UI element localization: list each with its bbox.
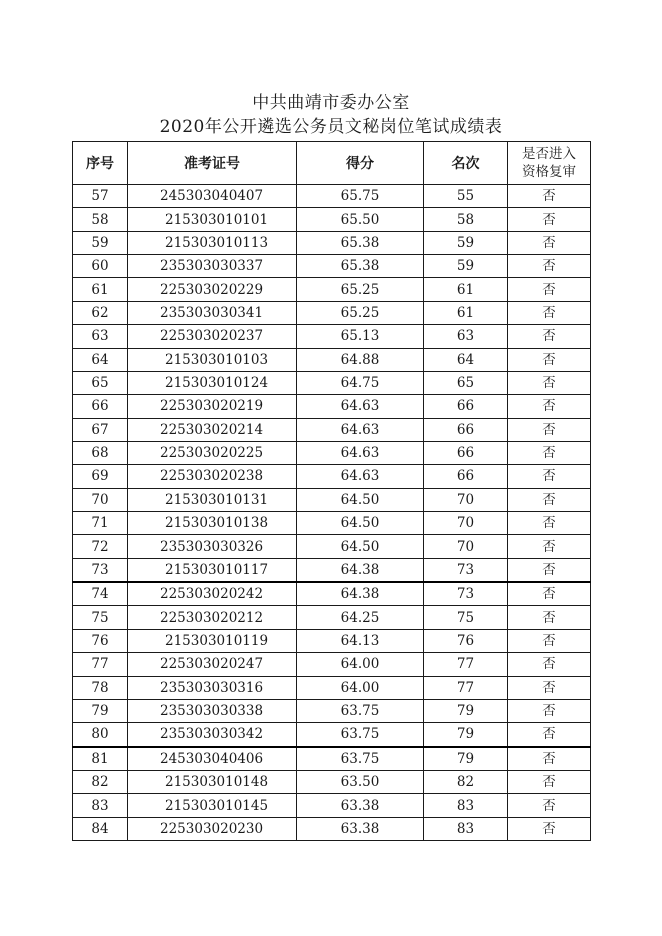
cell-qualify: 否 — [508, 770, 591, 793]
cell-qualify: 否 — [508, 255, 591, 278]
cell-rank: 66 — [424, 465, 508, 488]
cell-qualify: 否 — [508, 676, 591, 699]
cell-qualify: 否 — [508, 794, 591, 817]
cell-score: 64.50 — [297, 512, 424, 535]
cell-exam-id: 235303030338 — [128, 699, 297, 722]
score-table — [72, 141, 591, 841]
cell-seq: 74 — [73, 582, 128, 606]
cell-rank: 70 — [424, 488, 508, 511]
header-qualify: 是否进入 资格复审 — [508, 142, 591, 185]
cell-exam-id: 225303020238 — [128, 465, 297, 488]
cell-rank: 70 — [424, 512, 508, 535]
cell-qualify: 否 — [508, 512, 591, 535]
cell-exam-id: 235303030342 — [128, 723, 297, 747]
cell-score: 63.50 — [297, 770, 424, 793]
cell-rank: 66 — [424, 441, 508, 464]
cell-seq: 59 — [73, 231, 128, 254]
cell-qualify: 否 — [508, 301, 591, 324]
cell-rank: 77 — [424, 653, 508, 676]
table-row — [73, 582, 591, 606]
cell-rank: 55 — [424, 185, 508, 208]
cell-exam-id: 215303010138 — [128, 512, 297, 535]
cell-qualify: 否 — [508, 535, 591, 558]
cell-seq: 70 — [73, 488, 128, 511]
cell-seq: 77 — [73, 653, 128, 676]
table-row — [73, 817, 591, 840]
cell-rank: 73 — [424, 558, 508, 582]
cell-score: 65.25 — [297, 301, 424, 324]
cell-seq: 81 — [73, 747, 128, 771]
table-row — [73, 653, 591, 676]
cell-rank: 64 — [424, 348, 508, 371]
cell-seq: 82 — [73, 770, 128, 793]
cell-score: 64.50 — [297, 488, 424, 511]
cell-exam-id: 215303010145 — [128, 794, 297, 817]
cell-seq: 67 — [73, 418, 128, 441]
table-row — [73, 255, 591, 278]
table-row — [73, 723, 591, 747]
cell-qualify: 否 — [508, 558, 591, 582]
cell-exam-id: 225303020229 — [128, 278, 297, 301]
table-row — [73, 558, 591, 582]
cell-seq: 83 — [73, 794, 128, 817]
cell-exam-id: 245303040407 — [128, 185, 297, 208]
cell-score: 64.00 — [297, 653, 424, 676]
table-row — [73, 278, 591, 301]
cell-score: 65.38 — [297, 231, 424, 254]
table-row — [73, 348, 591, 371]
cell-score: 63.75 — [297, 723, 424, 747]
cell-qualify: 否 — [508, 629, 591, 652]
table-row — [73, 418, 591, 441]
cell-qualify: 否 — [508, 723, 591, 747]
table-row — [73, 208, 591, 231]
cell-qualify: 否 — [508, 747, 591, 771]
cell-seq: 84 — [73, 817, 128, 840]
cell-score: 63.75 — [297, 747, 424, 771]
cell-rank: 76 — [424, 629, 508, 652]
cell-qualify: 否 — [508, 582, 591, 606]
cell-seq: 66 — [73, 395, 128, 418]
cell-exam-id: 215303010124 — [128, 371, 297, 394]
cell-qualify: 否 — [508, 465, 591, 488]
cell-score: 65.50 — [297, 208, 424, 231]
cell-qualify: 否 — [508, 606, 591, 629]
cell-rank: 59 — [424, 255, 508, 278]
cell-score: 63.38 — [297, 794, 424, 817]
table-row — [73, 395, 591, 418]
table-row — [73, 325, 591, 348]
cell-score: 64.63 — [297, 395, 424, 418]
cell-rank: 79 — [424, 723, 508, 747]
header-rank: 名次 — [424, 142, 508, 185]
cell-seq: 75 — [73, 606, 128, 629]
table-body — [73, 185, 591, 841]
cell-seq: 72 — [73, 535, 128, 558]
cell-exam-id: 215303010103 — [128, 348, 297, 371]
cell-qualify: 否 — [508, 348, 591, 371]
cell-qualify: 否 — [508, 231, 591, 254]
cell-score: 65.75 — [297, 185, 424, 208]
cell-score: 64.00 — [297, 676, 424, 699]
table-row — [73, 231, 591, 254]
cell-rank: 61 — [424, 278, 508, 301]
cell-exam-id: 225303020214 — [128, 418, 297, 441]
document-title-org: 中共曲靖市委办公室 — [252, 93, 410, 113]
cell-rank: 73 — [424, 582, 508, 606]
document-title-subject: 2020年公开遴选公务员文秘岗位笔试成绩表 — [159, 117, 503, 137]
table-row — [73, 488, 591, 511]
cell-rank: 83 — [424, 794, 508, 817]
cell-rank: 63 — [424, 325, 508, 348]
cell-seq: 79 — [73, 699, 128, 722]
cell-qualify: 否 — [508, 278, 591, 301]
table-row — [73, 441, 591, 464]
cell-qualify: 否 — [508, 395, 591, 418]
cell-seq: 69 — [73, 465, 128, 488]
cell-score: 64.63 — [297, 418, 424, 441]
cell-exam-id: 215303010131 — [128, 488, 297, 511]
cell-exam-id: 215303010119 — [128, 629, 297, 652]
cell-rank: 58 — [424, 208, 508, 231]
cell-seq: 80 — [73, 723, 128, 747]
cell-seq: 64 — [73, 348, 128, 371]
header-exam-id: 准考证号 — [128, 142, 297, 185]
cell-qualify: 否 — [508, 488, 591, 511]
table-row — [73, 465, 591, 488]
table-row — [73, 371, 591, 394]
table-row — [73, 301, 591, 324]
cell-qualify: 否 — [508, 325, 591, 348]
cell-score: 64.38 — [297, 582, 424, 606]
cell-seq: 65 — [73, 371, 128, 394]
cell-qualify: 否 — [508, 208, 591, 231]
cell-score: 64.38 — [297, 558, 424, 582]
cell-score: 63.38 — [297, 817, 424, 840]
cell-score: 64.88 — [297, 348, 424, 371]
table-row — [73, 770, 591, 793]
cell-score: 64.50 — [297, 535, 424, 558]
cell-seq: 76 — [73, 629, 128, 652]
cell-rank: 65 — [424, 371, 508, 394]
cell-rank: 82 — [424, 770, 508, 793]
cell-exam-id: 225303020225 — [128, 441, 297, 464]
cell-exam-id: 225303020247 — [128, 653, 297, 676]
cell-exam-id: 235303030326 — [128, 535, 297, 558]
table-row — [73, 512, 591, 535]
cell-seq: 71 — [73, 512, 128, 535]
cell-exam-id: 235303030316 — [128, 676, 297, 699]
table-row — [73, 676, 591, 699]
cell-exam-id: 225303020242 — [128, 582, 297, 606]
cell-seq: 73 — [73, 558, 128, 582]
cell-qualify: 否 — [508, 418, 591, 441]
cell-exam-id: 245303040406 — [128, 747, 297, 771]
cell-score: 64.75 — [297, 371, 424, 394]
table-row — [73, 794, 591, 817]
cell-exam-id: 225303020237 — [128, 325, 297, 348]
table-row — [73, 747, 591, 771]
cell-score: 64.25 — [297, 606, 424, 629]
cell-score: 63.75 — [297, 699, 424, 722]
cell-qualify: 否 — [508, 653, 591, 676]
cell-qualify: 否 — [508, 699, 591, 722]
cell-rank: 70 — [424, 535, 508, 558]
table-header-row — [73, 142, 591, 185]
table-row — [73, 699, 591, 722]
cell-qualify: 否 — [508, 817, 591, 840]
cell-seq: 68 — [73, 441, 128, 464]
cell-seq: 78 — [73, 676, 128, 699]
cell-exam-id: 215303010101 — [128, 208, 297, 231]
cell-score: 64.63 — [297, 465, 424, 488]
cell-score: 65.13 — [297, 325, 424, 348]
cell-rank: 83 — [424, 817, 508, 840]
cell-qualify: 否 — [508, 371, 591, 394]
cell-score: 64.63 — [297, 441, 424, 464]
header-score: 得分 — [297, 142, 424, 185]
cell-rank: 75 — [424, 606, 508, 629]
cell-rank: 61 — [424, 301, 508, 324]
table-row — [73, 185, 591, 208]
cell-exam-id: 215303010148 — [128, 770, 297, 793]
table-row — [73, 629, 591, 652]
cell-exam-id: 215303010113 — [128, 231, 297, 254]
cell-seq: 63 — [73, 325, 128, 348]
table-row — [73, 606, 591, 629]
cell-score: 64.13 — [297, 629, 424, 652]
cell-exam-id: 225303020212 — [128, 606, 297, 629]
cell-exam-id: 235303030337 — [128, 255, 297, 278]
cell-exam-id: 235303030341 — [128, 301, 297, 324]
cell-seq: 58 — [73, 208, 128, 231]
table-row — [73, 535, 591, 558]
cell-exam-id: 225303020219 — [128, 395, 297, 418]
cell-score: 65.38 — [297, 255, 424, 278]
header-seq: 序号 — [73, 142, 128, 185]
cell-seq: 62 — [73, 301, 128, 324]
cell-rank: 66 — [424, 418, 508, 441]
cell-seq: 61 — [73, 278, 128, 301]
cell-qualify: 否 — [508, 441, 591, 464]
cell-exam-id: 215303010117 — [128, 558, 297, 582]
cell-rank: 79 — [424, 747, 508, 771]
cell-seq: 57 — [73, 185, 128, 208]
cell-rank: 59 — [424, 231, 508, 254]
cell-rank: 66 — [424, 395, 508, 418]
cell-exam-id: 225303020230 — [128, 817, 297, 840]
cell-rank: 77 — [424, 676, 508, 699]
cell-score: 65.25 — [297, 278, 424, 301]
cell-qualify: 否 — [508, 185, 591, 208]
cell-rank: 79 — [424, 699, 508, 722]
cell-seq: 60 — [73, 255, 128, 278]
